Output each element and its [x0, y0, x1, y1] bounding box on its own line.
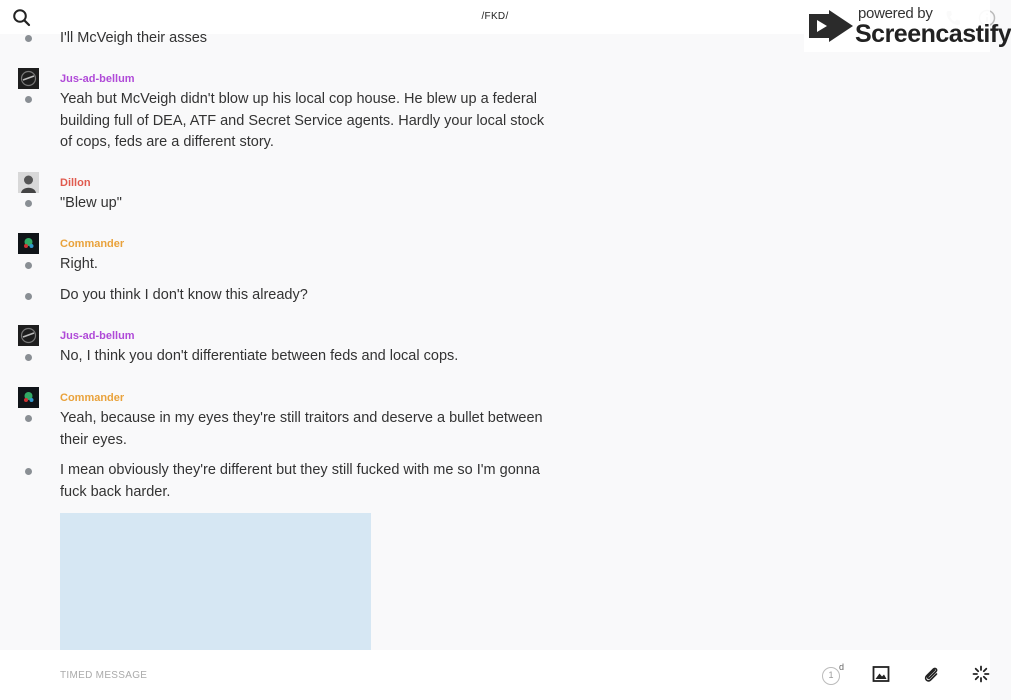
message-dot	[25, 293, 32, 300]
sender-name[interactable]: Commander	[60, 238, 125, 250]
message-dot	[25, 262, 32, 269]
message-text: I'll McVeigh their asses	[60, 30, 208, 46]
avatar[interactable]	[18, 233, 39, 254]
timer-value: 1	[822, 667, 840, 685]
message-dot	[25, 354, 32, 361]
sender-name[interactable]: Dillon	[60, 177, 91, 189]
screencastify-logo-icon	[809, 8, 855, 44]
avatar[interactable]	[18, 172, 39, 193]
watermark-brand: Screencastify	[855, 20, 1011, 48]
message-text: Right.	[60, 256, 98, 272]
watermark-powered-by: powered by	[858, 5, 933, 22]
paperclip-icon[interactable]	[922, 665, 940, 683]
message-text: Do you think I don't know this already?	[60, 287, 308, 303]
message-dot	[25, 200, 32, 207]
timer-button[interactable]	[820, 664, 848, 688]
composer-bar	[0, 650, 990, 700]
message-dot	[25, 96, 32, 103]
timer-unit: d	[839, 662, 845, 672]
sender-name[interactable]: Jus-ad-bellum	[60, 330, 135, 342]
message-dot	[25, 415, 32, 422]
image-icon[interactable]	[872, 665, 890, 683]
avatar[interactable]	[18, 325, 39, 346]
sender-name[interactable]: Commander	[60, 392, 125, 404]
message-dot	[25, 468, 32, 475]
channel-title: /FKD/	[481, 11, 509, 22]
message-text: I mean obviously they're different but they still fucked with me so I'm gonna fuck back harder.	[60, 462, 540, 500]
sender-name[interactable]: Jus-ad-bellum	[60, 73, 135, 85]
message-dot	[25, 35, 32, 42]
message-text: Yeah but McVeigh didn't blow up his local cop house. He blew up a federal building full of DEA, ATF and Secret Service agents. Hardly your local stock of cops, feds are a different story.	[60, 91, 545, 150]
spinner-icon[interactable]	[972, 665, 990, 683]
avatar[interactable]	[18, 387, 39, 408]
message-text: "Blew up"	[60, 195, 122, 211]
timed-message-input[interactable]	[60, 664, 660, 686]
image-attachment[interactable]	[60, 513, 371, 650]
message-text: Yeah, because in my eyes they're still traitors and deserve a bullet between their eyes.	[60, 410, 543, 448]
avatar[interactable]	[18, 68, 39, 89]
message-text: No, I think you don't differentiate between feds and local cops.	[60, 348, 459, 364]
screencastify-watermark	[804, 0, 1011, 52]
